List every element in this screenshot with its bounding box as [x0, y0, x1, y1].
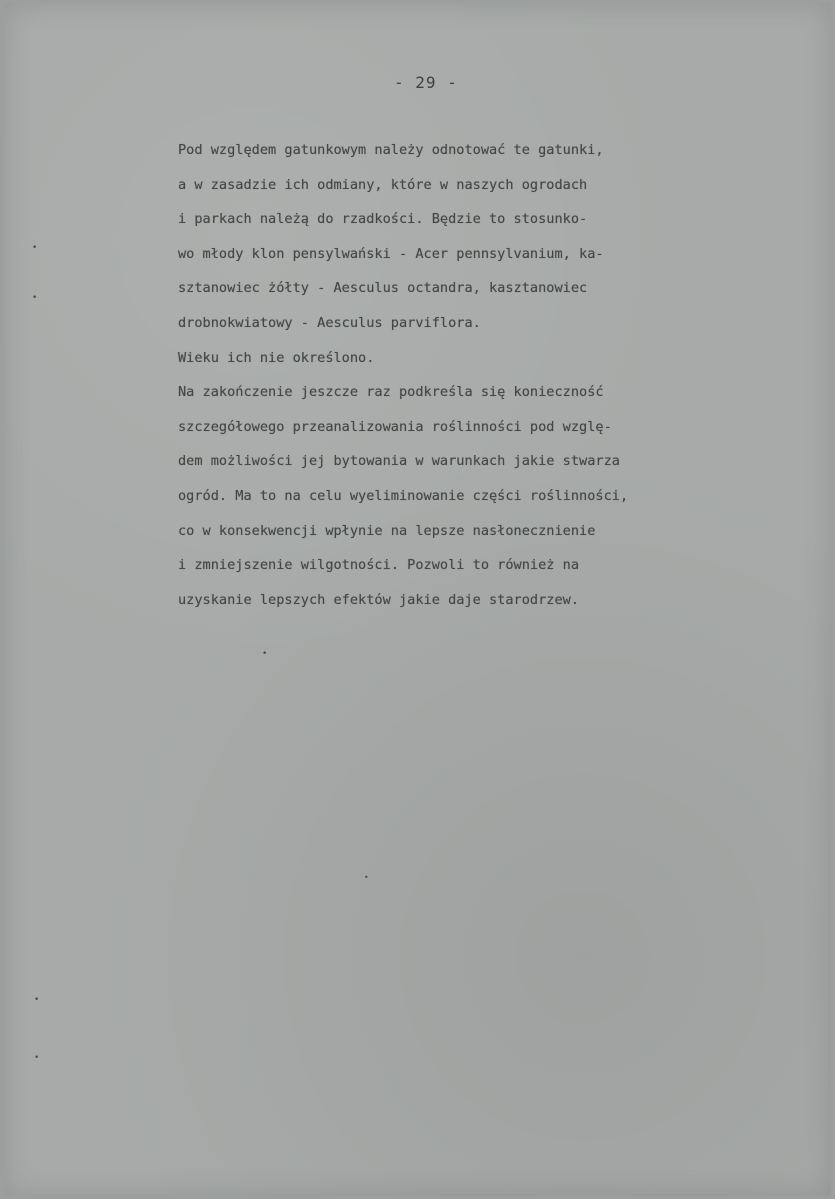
ink-speck: • [364, 873, 369, 882]
text-line: Wieku ich nie określono. [178, 349, 375, 366]
text-line: drobnokwiatowy - Aesculus parviflora. [178, 314, 481, 331]
text-line: sztanowiec żółty - Aesculus octandra, kasztanowiec [178, 280, 588, 297]
ink-speck: • [262, 649, 268, 659]
text-line: i parkach należą do rzadkości. Będzie to stosunko- [178, 211, 588, 228]
page-number: - 29 - [394, 73, 458, 92]
margin-speck: • [34, 1053, 40, 1063]
text-line: wo młody klon pensylwański - Acer pennsylvanium, ka- [178, 245, 604, 262]
text-line: uzyskanie lepszych efektów jakie daje starodrzew. [178, 591, 580, 608]
text-line: co w konsekwencji wpłynie na lepsze nasłonecznienie [178, 522, 596, 539]
body-text [178, 133, 778, 617]
text-line: Na zakończenie jeszcze raz podkreśla się konieczność [178, 384, 604, 401]
text-line: Pod względem gatunkowym należy odnotować te gatunki, [178, 142, 604, 158]
text-line: szczegółowego przeanalizowania roślinności pod wzglę- [178, 418, 612, 435]
text-line: ogród. Ma to na celu wyeliminowanie części roślinności, [178, 487, 629, 504]
text-line: i zmniejszenie wilgotności. Pozwoli to również na [178, 557, 580, 574]
margin-speck: • [34, 995, 40, 1005]
margin-speck: • [32, 293, 38, 303]
text-line: a w zasadzie ich odmiany, które w naszych ogrodach [178, 176, 588, 193]
margin-speck: • [32, 243, 38, 253]
text-line: dem możliwości jej bytowania w warunkach jakie stwarza [178, 453, 620, 470]
document-page [4, 3, 831, 1196]
